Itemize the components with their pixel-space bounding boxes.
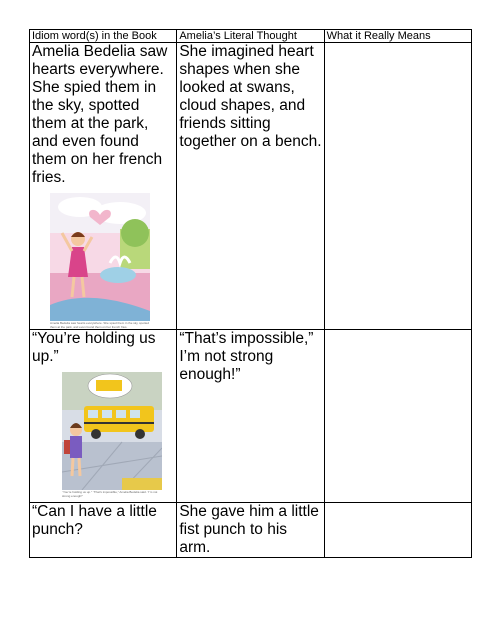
idiom-cell	[30, 503, 177, 558]
illustration-caption: “You’re holding us up.” “That’s impossible,” Amelia Bedelia said. “I’m not strong enough!”	[62, 490, 158, 498]
idiom-cell	[30, 43, 177, 330]
header-row	[30, 30, 472, 43]
header-idiom: Idiom word(s) in the Book	[30, 30, 177, 43]
table-row	[30, 43, 472, 330]
meaning-cell	[324, 43, 471, 330]
literal-cell	[177, 330, 324, 503]
meaning-cell	[324, 330, 471, 503]
literal-cell	[177, 503, 324, 558]
idiom-text: “Can I have a little punch?	[32, 503, 157, 538]
header-meaning: What it Really Means	[324, 30, 471, 43]
idiom-text: Amelia Bedelia saw hearts everywhere. She spied them in the sky, spotted them at the park, and even found them on her french fries.	[32, 43, 168, 186]
header-literal: Amelia’s Literal Thought	[177, 30, 324, 43]
illustration-school-bus	[62, 372, 162, 490]
literal-text: She gave him a little fist punch to his arm.	[179, 503, 319, 556]
idiom-table	[29, 29, 472, 558]
literal-cell	[177, 43, 324, 330]
idiom-cell	[30, 330, 177, 503]
table-row	[30, 503, 472, 558]
literal-text: She imagined heart shapes when she looked at swans, cloud shapes, and friends sitting together on a bench.	[179, 43, 322, 150]
table-row	[30, 330, 472, 503]
illustration-hearts-park	[50, 193, 150, 321]
literal-text: “That’s impossible,” I’m not strong enough!”	[179, 330, 314, 383]
idiom-text: “You’re holding us up.”	[32, 330, 156, 365]
illustration-caption: Amelia Bedelia saw hearts everywhere. She spied them in the sky, spotted them at the park, and even found them on her french fries.	[50, 321, 149, 329]
meaning-cell	[324, 503, 471, 558]
